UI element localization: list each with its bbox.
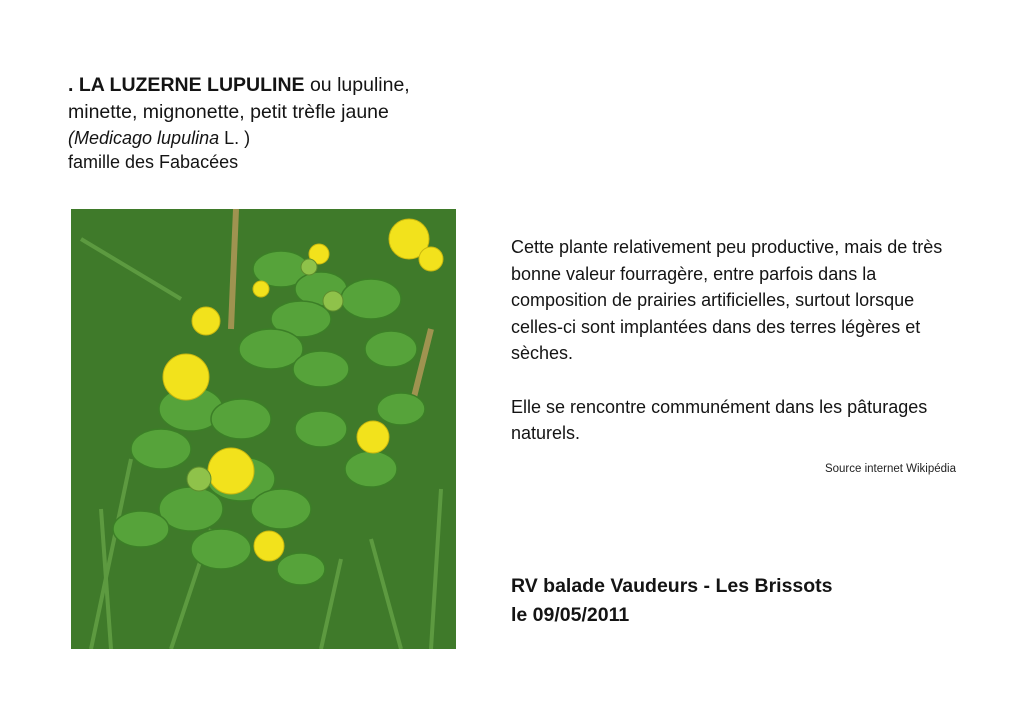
scientific-name-line — [68, 126, 488, 150]
scientific-open: ( — [68, 128, 74, 148]
title-prefix: . — [68, 74, 79, 96]
event-title: RV balade Vaudeurs - Les Brissots — [511, 575, 833, 597]
plant-photo — [71, 209, 456, 649]
description — [511, 234, 961, 447]
aliases-line-2: minette, mignonette, petit trèfle jaune — [68, 101, 389, 123]
source-credit: Source internet Wikipédia — [824, 463, 956, 475]
scientific-author: L. ) — [219, 128, 251, 148]
description-paragraph-2: Elle se rencontre communément dans les pâturages naturels. — [511, 396, 928, 443]
description-paragraph-1: Cette plante relativement peu productive, mais de très bonne valeur fourragère, entre parfois dans la composition de prairies artificielles, surtout lorsque celles-ci sont implantées dans des terres légères et sèches. — [511, 237, 943, 363]
family-line: famille des Fabacées — [68, 152, 239, 172]
aliases-line-1: ou lupuline, — [304, 74, 410, 96]
event-date: le 09/05/2011 — [511, 604, 630, 626]
event-info — [511, 572, 833, 630]
plant-photo-illustration — [71, 209, 456, 649]
scientific-name: Medicago lupulina — [74, 128, 220, 148]
title-line-1 — [68, 72, 488, 99]
common-name: LA LUZERNE LUPULINE — [78, 74, 305, 96]
title-block — [68, 72, 488, 174]
